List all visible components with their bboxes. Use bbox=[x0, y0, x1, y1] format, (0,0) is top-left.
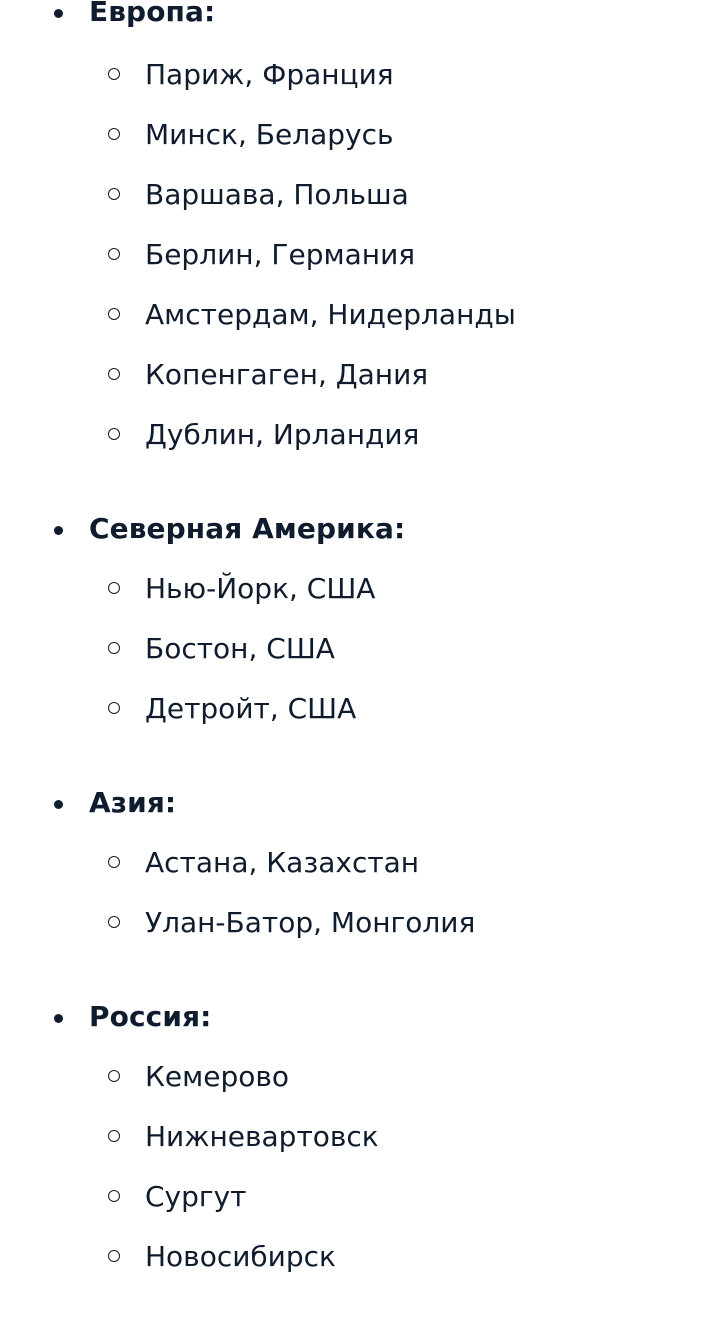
list-item bbox=[0, 57, 720, 117]
circle-bullet-icon bbox=[108, 856, 120, 868]
region-heading bbox=[0, 0, 720, 30]
circle-bullet-icon bbox=[108, 1070, 120, 1082]
circle-bullet-icon bbox=[108, 582, 120, 594]
list-item bbox=[0, 1059, 720, 1119]
circle-bullet-icon bbox=[108, 128, 120, 140]
city-label: Улан-Батор, Монголия bbox=[145, 906, 476, 939]
city-label: Астана, Казахстан bbox=[145, 846, 420, 879]
city-label: Амстердам, Нидерланды bbox=[145, 298, 516, 331]
list-item bbox=[0, 177, 720, 237]
circle-bullet-icon bbox=[108, 428, 120, 440]
region-title: Азия: bbox=[89, 786, 177, 819]
circle-bullet-icon bbox=[108, 916, 120, 928]
city-label: Кемерово bbox=[145, 1060, 289, 1093]
circle-bullet-icon bbox=[108, 1130, 120, 1142]
region-group-russia bbox=[0, 999, 720, 1299]
city-sublist bbox=[0, 57, 720, 477]
city-label: Минск, Беларусь bbox=[145, 118, 394, 151]
city-label: Дублин, Ирландия bbox=[145, 418, 420, 451]
region-group-europe bbox=[0, 0, 720, 477]
list-item bbox=[0, 1179, 720, 1239]
circle-bullet-icon bbox=[108, 1250, 120, 1262]
region-heading bbox=[0, 999, 720, 1035]
list-item bbox=[0, 237, 720, 297]
city-sublist bbox=[0, 1059, 720, 1299]
bullet-icon bbox=[54, 9, 63, 18]
bullet-icon bbox=[54, 800, 63, 809]
city-label: Бостон, США bbox=[145, 632, 335, 665]
circle-bullet-icon bbox=[108, 68, 120, 80]
city-label: Нью-Йорк, США bbox=[145, 572, 376, 605]
circle-bullet-icon bbox=[108, 702, 120, 714]
city-label: Новосибирск bbox=[145, 1240, 336, 1273]
list-item bbox=[0, 571, 720, 631]
circle-bullet-icon bbox=[108, 368, 120, 380]
city-label: Нижневартовск bbox=[145, 1120, 379, 1153]
list-item bbox=[0, 297, 720, 357]
circle-bullet-icon bbox=[108, 642, 120, 654]
region-title: Европа: bbox=[89, 0, 216, 28]
list-item bbox=[0, 357, 720, 417]
list-item bbox=[0, 117, 720, 177]
city-label: Сургут bbox=[145, 1180, 247, 1213]
list-item bbox=[0, 1119, 720, 1179]
region-group-north-america bbox=[0, 511, 720, 751]
city-label: Париж, Франция bbox=[145, 58, 394, 91]
city-label: Копенгаген, Дания bbox=[145, 358, 429, 391]
city-sublist bbox=[0, 845, 720, 965]
bullet-icon bbox=[54, 1014, 63, 1023]
city-label: Детройт, США bbox=[145, 692, 357, 725]
list-item bbox=[0, 1239, 720, 1299]
region-heading bbox=[0, 511, 720, 547]
circle-bullet-icon bbox=[108, 308, 120, 320]
list-item bbox=[0, 691, 720, 751]
circle-bullet-icon bbox=[108, 188, 120, 200]
region-group-asia bbox=[0, 785, 720, 965]
list-item bbox=[0, 417, 720, 477]
list-item bbox=[0, 905, 720, 965]
region-title: Россия: bbox=[89, 1000, 212, 1033]
city-label: Берлин, Германия bbox=[145, 238, 416, 271]
list-item bbox=[0, 845, 720, 905]
city-sublist bbox=[0, 571, 720, 751]
region-title: Северная Америка: bbox=[89, 512, 406, 545]
region-heading bbox=[0, 785, 720, 821]
circle-bullet-icon bbox=[108, 248, 120, 260]
circle-bullet-icon bbox=[108, 1190, 120, 1202]
bullet-icon bbox=[54, 526, 63, 535]
list-item bbox=[0, 631, 720, 691]
city-label: Варшава, Польша bbox=[145, 178, 409, 211]
